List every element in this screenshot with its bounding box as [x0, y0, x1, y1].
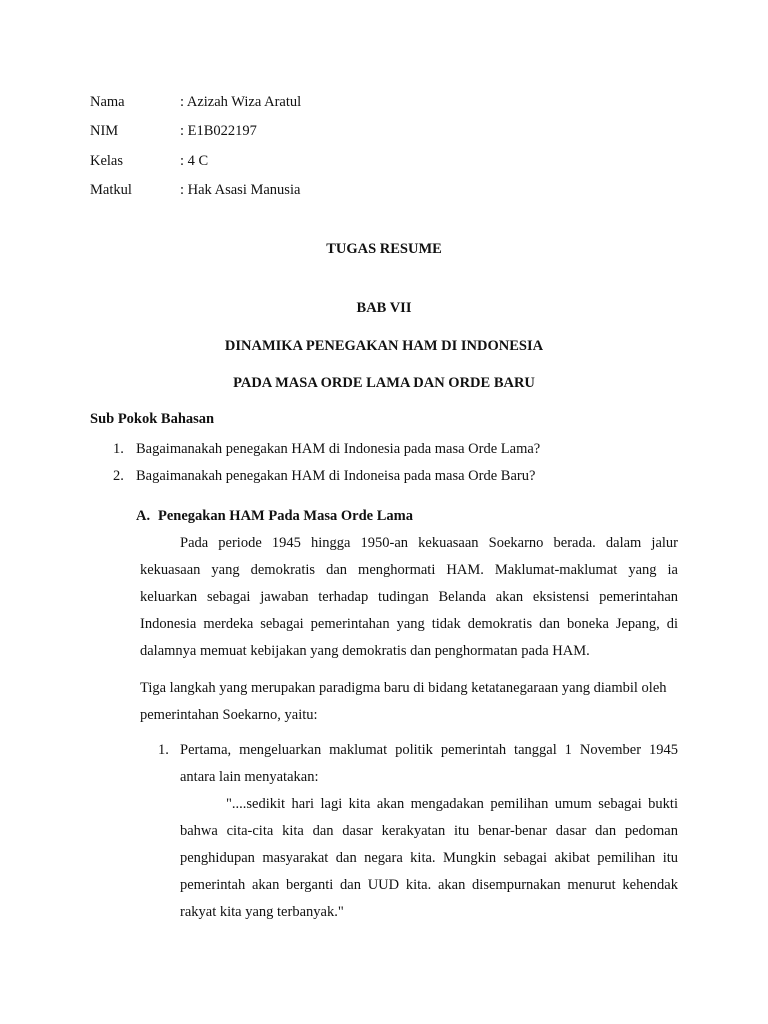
quote-line: pemerintah akan berganti dan UUD kita. akan disempurnakan menurut kehendak [180, 877, 678, 893]
sub-pokok-item-1-number: 1. [113, 441, 124, 457]
paragraph-1-line: kekuasaan yang demokratis dan menghormati HAM. Maklumat-maklumat yang ia [140, 562, 678, 578]
field-value-nim: : E1B022197 [180, 123, 257, 139]
assignment-title: TUGAS RESUME [326, 241, 442, 257]
paragraph-2-line: Tiga langkah yang merupakan paradigma baru di bidang ketatanegaraan yang diambil oleh [140, 680, 667, 696]
quote-line: rakyat kita yang terbanyak." [180, 904, 344, 920]
paragraph-1-line: Indonesia merdeka sebagai pemerintahan yang tidak demokratis dan boneka Jepang, di [140, 616, 678, 632]
list-item-1-line: Pertama, mengeluarkan maklumat politik pemerintah tanggal 1 November 1945 [180, 742, 678, 758]
section-a-marker: A. [136, 508, 151, 524]
field-label-kelas: Kelas [90, 153, 124, 169]
paragraph-1-line: keluarkan sebagai jawaban terhadap tudingan Belanda akan eksistensi pemerintahan [140, 589, 678, 605]
chapter-heading-line-1: DINAMIKA PENEGAKAN HAM DI INDONESIA [224, 338, 544, 354]
field-label-nama: Nama [90, 94, 125, 110]
paragraph-1-line: Pada periode 1945 hingga 1950-an kekuasaan Soekarno berada. dalam jalur [180, 535, 678, 551]
quote-line: penghidupan masyarakat dan negara kita. Mungkin sebagai akibat pemilihan itu [180, 850, 678, 866]
list-item-1-number: 1. [158, 742, 169, 758]
field-value-kelas: : 4 C [180, 153, 209, 169]
list-item-1-line: antara lain menyatakan: [180, 769, 319, 785]
paragraph-1-line: dalamnya memuat kebijakan yang demokratis dan penghormatan pada HAM. [140, 643, 590, 659]
field-value-nama: : Azizah Wiza Aratul [180, 94, 302, 110]
sub-pokok-item-1-text: Bagaimanakah penegakan HAM di Indonesia pada masa Orde Lama? [136, 441, 541, 457]
quote-line: "....sedikit hari lagi kita akan mengadakan pemilihan umum sebagai bukti [226, 796, 678, 812]
paragraph-2-line: pemerintahan Soekarno, yaitu: [140, 707, 318, 723]
field-label-nim: NIM [90, 123, 119, 139]
sub-pokok-title: Sub Pokok Bahasan [90, 411, 215, 427]
field-value-matkul: : Hak Asasi Manusia [180, 182, 301, 198]
sub-pokok-item-2-number: 2. [113, 468, 124, 484]
quote-line: bahwa cita-cita kita dan dasar kerakyatan itu benar-benar dasar dan pedoman [180, 823, 678, 839]
chapter-heading-line-2: PADA MASA ORDE LAMA DAN ORDE BARU [233, 375, 535, 391]
sub-pokok-item-2-text: Bagaimanakah penegakan HAM di Indoneisa pada masa Orde Baru? [136, 468, 536, 484]
chapter-title: BAB VII [356, 300, 412, 316]
field-label-matkul: Matkul [90, 182, 132, 198]
section-a-title: Penegakan HAM Pada Masa Orde Lama [158, 508, 413, 524]
